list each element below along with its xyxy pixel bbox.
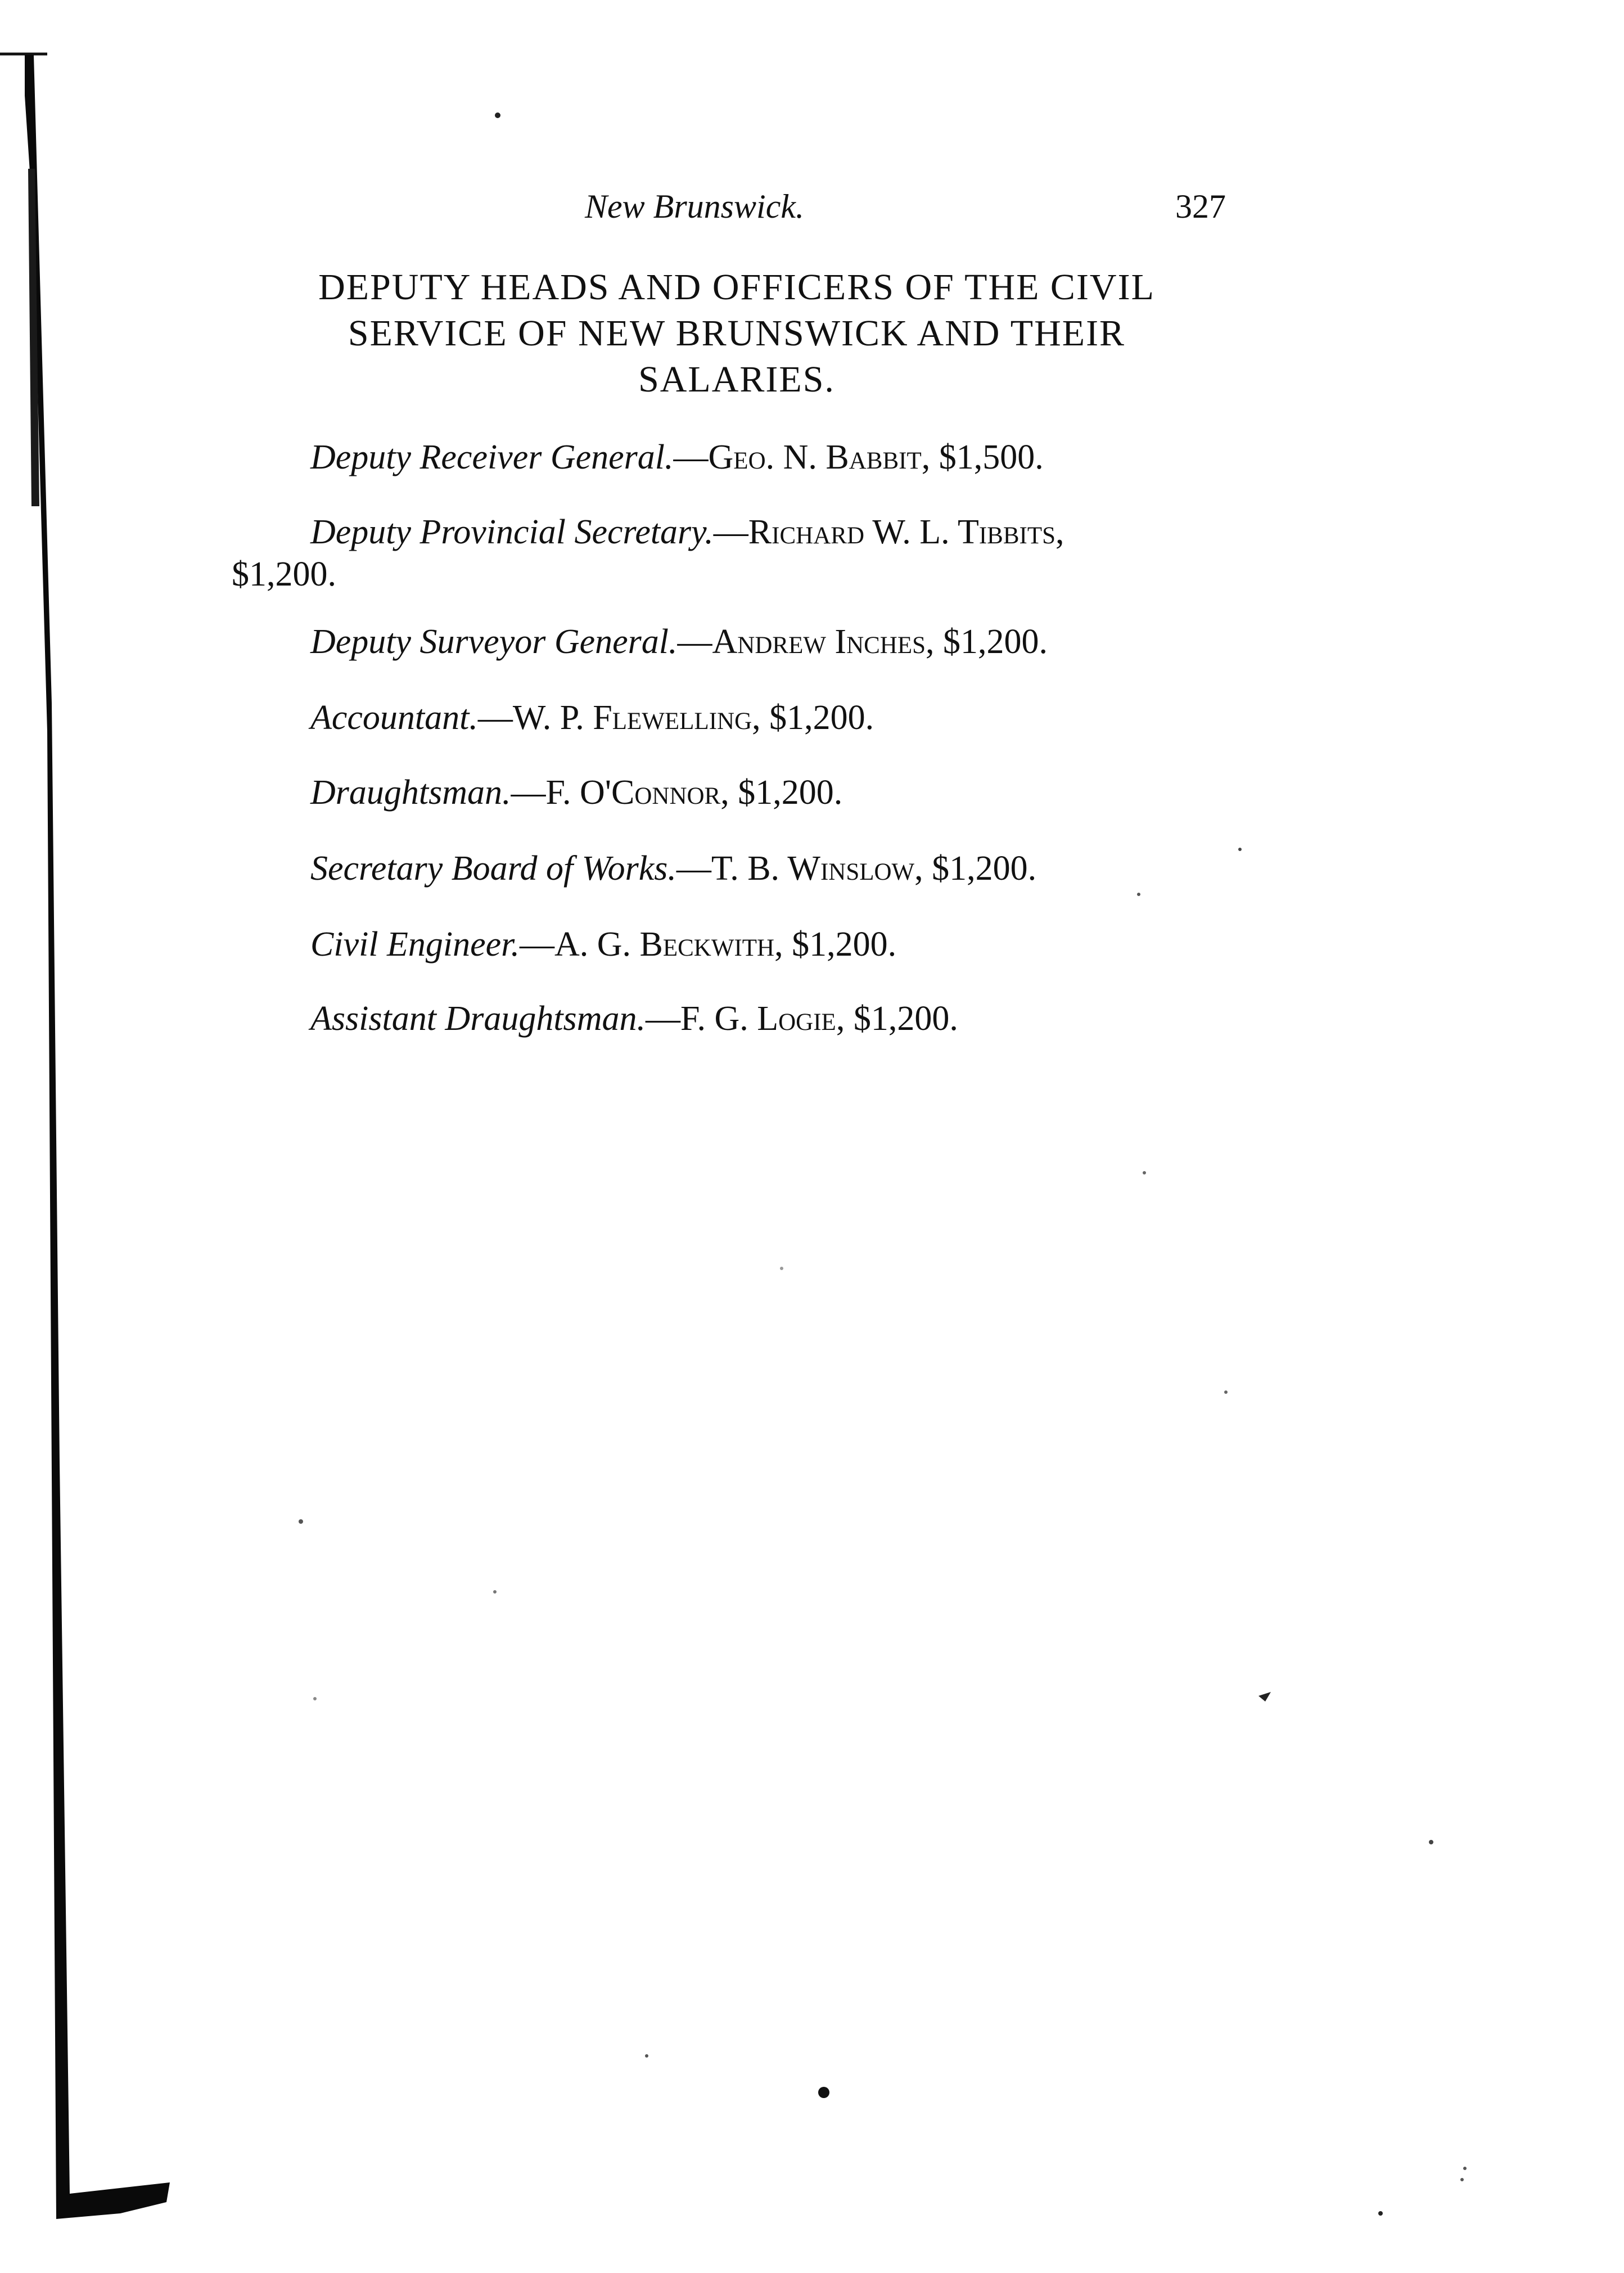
salary-amount: $1,200. [934, 623, 1048, 661]
entry-dash: — [677, 623, 712, 661]
salary-amount: $1,500. [930, 438, 1044, 476]
entry-dash: — [511, 773, 546, 812]
salary-entry [310, 695, 874, 741]
entry-dash: — [713, 513, 748, 551]
office-title: Deputy Provincial Secretary. [310, 513, 714, 551]
entry-dash: — [676, 849, 711, 888]
running-title: New Brunswick. [585, 188, 804, 225]
section-heading [225, 264, 1248, 403]
office-title: Deputy Surveyor General. [310, 623, 678, 661]
salary-amount: $1,200. [232, 555, 336, 593]
salary-amount: $1,200. [923, 849, 1037, 888]
office-title: Secretary Board of Works. [310, 849, 676, 888]
entry-dash: — [673, 438, 709, 476]
officer-name: F. O'Connor, [545, 773, 729, 812]
running-head [0, 181, 1624, 232]
salary-entry [310, 769, 842, 816]
officer-name: Richard W. L. Tibbits, [748, 513, 1064, 551]
heading-line: SERVICE OF NEW BRUNSWICK AND THEIR [348, 313, 1126, 354]
salary-entry [310, 619, 1048, 665]
officer-name: Geo. N. Babbit, [708, 438, 931, 476]
officer-name: F. G. Logie, [680, 1000, 845, 1038]
page-number: 327 [1175, 188, 1226, 225]
salary-amount: $1,200. [783, 925, 897, 964]
heading-line: DEPUTY HEADS AND OFFICERS OF THE CIVIL [318, 267, 1155, 308]
office-title: Deputy Receiver General. [310, 438, 674, 476]
salary-amount: $1,200. [760, 699, 874, 737]
office-title: Accountant. [310, 699, 478, 737]
office-title: Assistant Draughtsman. [310, 1000, 646, 1038]
salary-entry [310, 921, 896, 967]
salary-entry [310, 434, 1044, 480]
officer-name: A. G. Beckwith, [554, 925, 783, 964]
entry-dash: — [645, 1000, 680, 1038]
office-title: Draughtsman. [310, 773, 511, 812]
office-title: Civil Engineer. [310, 925, 520, 964]
salary-entry [310, 509, 1064, 555]
officer-name: Andrew Inches, [712, 623, 935, 661]
officer-name: T. B. Winslow, [711, 849, 923, 888]
entry-dash: — [519, 925, 554, 964]
salary-entry [310, 845, 1036, 892]
salary-entry-continuation [232, 551, 336, 597]
salary-entry [310, 996, 958, 1042]
officer-name: W. P. Flewelling, [512, 699, 761, 737]
binding-edge [0, 0, 180, 2273]
heading-line: SALARIES. [638, 359, 835, 400]
entry-dash: — [477, 699, 513, 737]
salary-amount: $1,200. [729, 773, 843, 812]
salary-amount: $1,200. [845, 1000, 958, 1038]
